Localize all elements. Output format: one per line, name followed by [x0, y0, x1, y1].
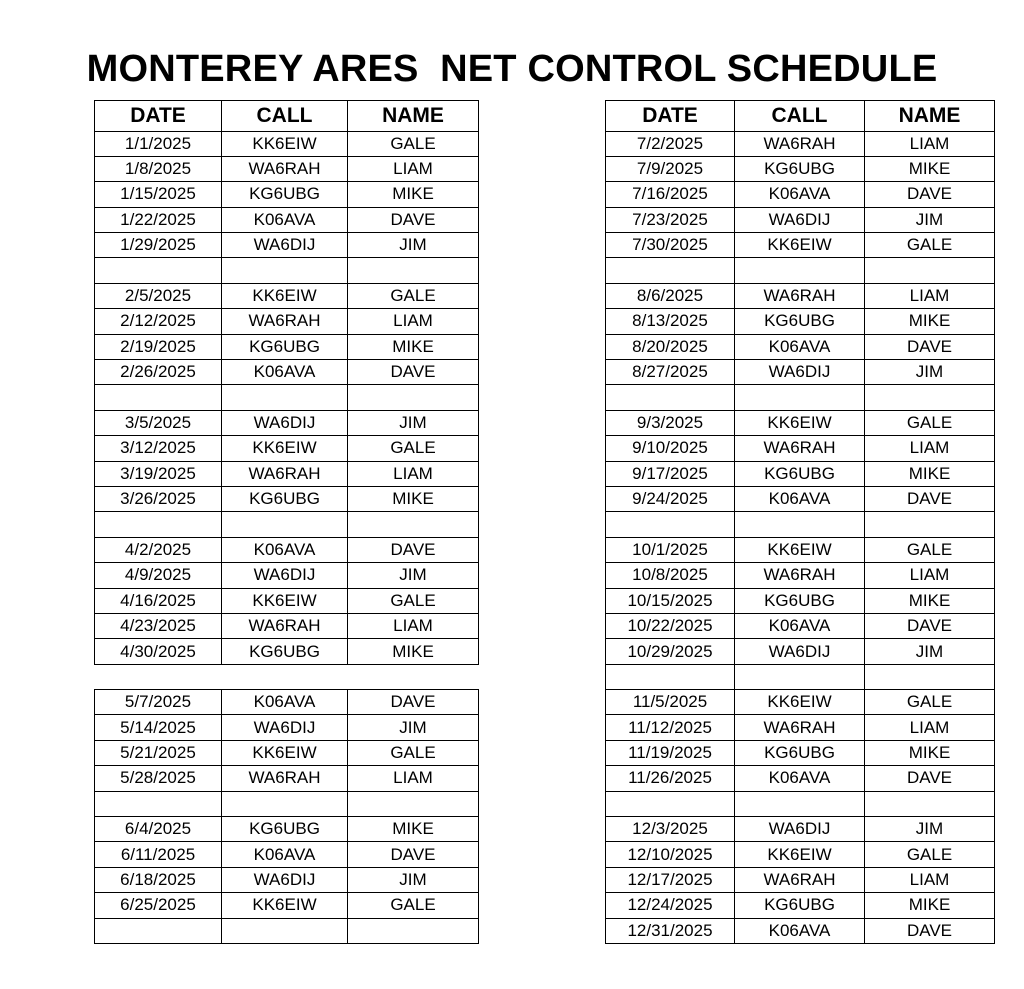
call-cell: KG6UBG — [222, 334, 348, 359]
call-cell: KG6UBG — [735, 893, 865, 918]
date-header: DATE — [606, 101, 735, 132]
table-row — [606, 131, 995, 156]
spacer-row — [95, 512, 479, 537]
date-cell: 5/21/2025 — [95, 740, 222, 765]
call-cell: KK6EIW — [735, 842, 865, 867]
name-cell: GALE — [865, 842, 995, 867]
name-cell: JIM — [348, 867, 479, 892]
date-cell: 2/12/2025 — [95, 309, 222, 334]
date-cell: 3/19/2025 — [95, 461, 222, 486]
name-cell — [348, 791, 479, 816]
table-row — [606, 715, 995, 740]
table-row — [95, 842, 479, 867]
call-cell: KK6EIW — [222, 893, 348, 918]
date-cell — [95, 258, 222, 283]
name-cell: MIKE — [348, 182, 479, 207]
name-cell: MIKE — [865, 461, 995, 486]
call-cell: K06AVA — [222, 537, 348, 562]
name-cell: DAVE — [348, 207, 479, 232]
date-cell — [95, 512, 222, 537]
name-cell: JIM — [865, 360, 995, 385]
right-body — [606, 131, 995, 944]
call-cell: K06AVA — [222, 360, 348, 385]
date-cell: 6/18/2025 — [95, 867, 222, 892]
spacer-row — [606, 664, 995, 689]
call-cell — [222, 385, 348, 410]
date-cell: 2/26/2025 — [95, 360, 222, 385]
call-cell: WA6DIJ — [222, 867, 348, 892]
call-cell: WA6RAH — [222, 461, 348, 486]
call-cell: K06AVA — [735, 766, 865, 791]
table-row — [606, 233, 995, 258]
date-cell: 5/7/2025 — [95, 690, 222, 715]
name-cell: DAVE — [348, 690, 479, 715]
table-row — [606, 537, 995, 562]
call-cell: KG6UBG — [735, 588, 865, 613]
table-row — [606, 613, 995, 638]
call-cell — [735, 664, 865, 689]
call-cell: WA6RAH — [222, 156, 348, 181]
table-row — [606, 360, 995, 385]
call-cell: KG6UBG — [222, 817, 348, 842]
schedule-table-left — [94, 100, 479, 944]
table-row — [606, 410, 995, 435]
date-cell: 1/29/2025 — [95, 233, 222, 258]
call-cell: WA6RAH — [222, 613, 348, 638]
call-cell: WA6RAH — [735, 867, 865, 892]
date-cell: 5/14/2025 — [95, 715, 222, 740]
call-cell: KK6EIW — [735, 690, 865, 715]
call-cell — [735, 385, 865, 410]
name-cell: DAVE — [348, 360, 479, 385]
call-cell: KK6EIW — [735, 537, 865, 562]
table-row — [95, 867, 479, 892]
name-cell: LIAM — [865, 436, 995, 461]
name-cell — [865, 258, 995, 283]
call-cell: K06AVA — [735, 486, 865, 511]
name-cell — [348, 385, 479, 410]
call-cell — [222, 664, 348, 689]
name-cell: DAVE — [865, 486, 995, 511]
date-cell: 1/1/2025 — [95, 131, 222, 156]
name-header: NAME — [865, 101, 995, 132]
call-cell: WA6RAH — [735, 436, 865, 461]
date-cell: 10/1/2025 — [606, 537, 735, 562]
date-cell: 4/23/2025 — [95, 613, 222, 638]
header-row — [606, 101, 995, 132]
call-cell: WA6DIJ — [222, 563, 348, 588]
spacer-row — [606, 385, 995, 410]
name-cell: JIM — [865, 639, 995, 664]
call-cell: KK6EIW — [222, 131, 348, 156]
name-cell: JIM — [348, 715, 479, 740]
date-cell: 9/10/2025 — [606, 436, 735, 461]
date-cell — [95, 664, 222, 689]
call-cell: KG6UBG — [735, 309, 865, 334]
table-row — [606, 436, 995, 461]
call-cell: KK6EIW — [222, 740, 348, 765]
date-cell: 8/20/2025 — [606, 334, 735, 359]
name-cell: GALE — [865, 233, 995, 258]
call-cell: KK6EIW — [222, 588, 348, 613]
name-cell — [348, 918, 479, 943]
date-cell: 6/25/2025 — [95, 893, 222, 918]
name-cell: JIM — [865, 817, 995, 842]
table-row — [95, 639, 479, 664]
call-cell — [222, 918, 348, 943]
table-row — [606, 740, 995, 765]
date-cell: 10/29/2025 — [606, 639, 735, 664]
table-row — [95, 588, 479, 613]
date-cell: 4/16/2025 — [95, 588, 222, 613]
table-row — [606, 156, 995, 181]
name-cell: MIKE — [348, 817, 479, 842]
table-row — [606, 283, 995, 308]
name-cell: LIAM — [348, 461, 479, 486]
table-row — [606, 563, 995, 588]
call-cell: WA6RAH — [735, 131, 865, 156]
table-row — [95, 156, 479, 181]
name-cell: LIAM — [865, 715, 995, 740]
date-cell — [606, 258, 735, 283]
date-cell: 10/8/2025 — [606, 563, 735, 588]
page-title: MONTEREY ARES NET CONTROL SCHEDULE — [86, 48, 938, 90]
date-cell: 3/5/2025 — [95, 410, 222, 435]
date-cell: 10/22/2025 — [606, 613, 735, 638]
date-cell: 8/6/2025 — [606, 283, 735, 308]
left-body — [95, 131, 479, 944]
name-cell: MIKE — [348, 334, 479, 359]
date-cell: 12/31/2025 — [606, 918, 735, 943]
date-cell: 2/5/2025 — [95, 283, 222, 308]
table-row — [95, 182, 479, 207]
name-cell — [865, 385, 995, 410]
call-cell: WA6DIJ — [735, 207, 865, 232]
name-cell: GALE — [865, 537, 995, 562]
schedule-table-right — [605, 100, 995, 944]
call-cell: KG6UBG — [222, 182, 348, 207]
name-cell: MIKE — [865, 309, 995, 334]
call-cell: WA6DIJ — [222, 410, 348, 435]
date-cell: 9/24/2025 — [606, 486, 735, 511]
table-row — [606, 207, 995, 232]
name-cell: GALE — [348, 131, 479, 156]
call-cell: WA6RAH — [222, 309, 348, 334]
name-cell: GALE — [348, 283, 479, 308]
name-cell: DAVE — [865, 766, 995, 791]
table-row — [606, 690, 995, 715]
name-cell: MIKE — [865, 893, 995, 918]
date-cell: 11/19/2025 — [606, 740, 735, 765]
call-cell: KK6EIW — [222, 283, 348, 308]
table-row — [95, 233, 479, 258]
name-cell — [348, 664, 479, 689]
table-row — [95, 766, 479, 791]
name-cell — [865, 791, 995, 816]
date-cell: 1/8/2025 — [95, 156, 222, 181]
spacer-row — [95, 258, 479, 283]
date-cell: 6/4/2025 — [95, 817, 222, 842]
table-row — [606, 918, 995, 943]
call-cell: WA6RAH — [222, 766, 348, 791]
name-cell: GALE — [865, 690, 995, 715]
call-cell: K06AVA — [735, 918, 865, 943]
name-cell: LIAM — [865, 131, 995, 156]
name-header: NAME — [348, 101, 479, 132]
table-row — [95, 207, 479, 232]
call-cell — [222, 512, 348, 537]
date-cell: 7/16/2025 — [606, 182, 735, 207]
name-cell — [348, 258, 479, 283]
call-header: CALL — [735, 101, 865, 132]
table-row — [95, 690, 479, 715]
spacer-row — [95, 791, 479, 816]
call-cell: K06AVA — [735, 182, 865, 207]
date-cell: 1/15/2025 — [95, 182, 222, 207]
table-row — [95, 461, 479, 486]
call-cell: KG6UBG — [222, 639, 348, 664]
call-cell: K06AVA — [735, 334, 865, 359]
name-cell: GALE — [348, 588, 479, 613]
date-cell: 7/2/2025 — [606, 131, 735, 156]
date-cell: 12/17/2025 — [606, 867, 735, 892]
name-cell: LIAM — [348, 766, 479, 791]
date-cell — [606, 791, 735, 816]
date-cell: 9/17/2025 — [606, 461, 735, 486]
date-cell: 4/9/2025 — [95, 563, 222, 588]
call-cell: KG6UBG — [735, 740, 865, 765]
date-cell: 3/26/2025 — [95, 486, 222, 511]
call-cell: KK6EIW — [735, 410, 865, 435]
header-row — [95, 101, 479, 132]
table-row — [606, 842, 995, 867]
name-cell: MIKE — [865, 588, 995, 613]
date-cell: 4/30/2025 — [95, 639, 222, 664]
name-cell: GALE — [348, 893, 479, 918]
call-cell: K06AVA — [222, 690, 348, 715]
name-cell: MIKE — [348, 639, 479, 664]
name-cell: DAVE — [865, 334, 995, 359]
date-cell — [95, 791, 222, 816]
name-cell: JIM — [348, 563, 479, 588]
call-cell: K06AVA — [735, 613, 865, 638]
table-row — [95, 360, 479, 385]
call-cell — [735, 512, 865, 537]
table-row — [606, 817, 995, 842]
table-row — [606, 309, 995, 334]
spacer-row — [95, 664, 479, 689]
call-cell: WA6RAH — [735, 283, 865, 308]
date-cell: 12/10/2025 — [606, 842, 735, 867]
name-cell: LIAM — [348, 156, 479, 181]
name-cell: LIAM — [865, 867, 995, 892]
name-cell: DAVE — [865, 182, 995, 207]
table-row — [95, 563, 479, 588]
spacer-row — [95, 385, 479, 410]
date-cell: 9/3/2025 — [606, 410, 735, 435]
name-cell — [865, 512, 995, 537]
call-cell: WA6DIJ — [735, 817, 865, 842]
call-cell: WA6RAH — [735, 715, 865, 740]
table-row — [95, 283, 479, 308]
table-row — [95, 613, 479, 638]
call-cell: KG6UBG — [222, 486, 348, 511]
date-cell: 2/19/2025 — [95, 334, 222, 359]
date-cell: 4/2/2025 — [95, 537, 222, 562]
date-cell: 12/24/2025 — [606, 893, 735, 918]
call-cell: KK6EIW — [222, 436, 348, 461]
table-row — [95, 740, 479, 765]
call-cell — [222, 258, 348, 283]
name-cell: LIAM — [865, 563, 995, 588]
date-cell — [606, 512, 735, 537]
name-cell — [348, 512, 479, 537]
table-row — [95, 537, 479, 562]
call-cell: KK6EIW — [735, 233, 865, 258]
date-cell: 5/28/2025 — [95, 766, 222, 791]
date-cell — [606, 664, 735, 689]
date-cell — [606, 385, 735, 410]
call-cell: KG6UBG — [735, 156, 865, 181]
call-cell: K06AVA — [222, 842, 348, 867]
table-row — [95, 486, 479, 511]
date-cell: 1/22/2025 — [95, 207, 222, 232]
date-cell: 6/11/2025 — [95, 842, 222, 867]
table-row — [606, 486, 995, 511]
name-cell: LIAM — [348, 613, 479, 638]
date-header: DATE — [95, 101, 222, 132]
call-cell: WA6DIJ — [222, 233, 348, 258]
name-cell — [865, 664, 995, 689]
spacer-row — [606, 512, 995, 537]
call-header: CALL — [222, 101, 348, 132]
call-cell: K06AVA — [222, 207, 348, 232]
name-cell: DAVE — [348, 537, 479, 562]
call-cell — [735, 791, 865, 816]
name-cell: GALE — [348, 436, 479, 461]
date-cell: 11/26/2025 — [606, 766, 735, 791]
date-cell: 7/9/2025 — [606, 156, 735, 181]
date-cell: 8/13/2025 — [606, 309, 735, 334]
call-cell: WA6DIJ — [222, 715, 348, 740]
name-cell: JIM — [865, 207, 995, 232]
date-cell: 10/15/2025 — [606, 588, 735, 613]
table-row — [95, 334, 479, 359]
name-cell: LIAM — [865, 283, 995, 308]
date-cell: 3/12/2025 — [95, 436, 222, 461]
name-cell: DAVE — [865, 918, 995, 943]
spacer-row — [606, 791, 995, 816]
table-row — [606, 867, 995, 892]
table-row — [606, 334, 995, 359]
date-cell: 7/23/2025 — [606, 207, 735, 232]
name-cell: LIAM — [348, 309, 479, 334]
name-cell: GALE — [348, 740, 479, 765]
table-row — [606, 893, 995, 918]
table-row — [606, 766, 995, 791]
call-cell: WA6RAH — [735, 563, 865, 588]
name-cell: JIM — [348, 233, 479, 258]
date-cell: 12/3/2025 — [606, 817, 735, 842]
table-row — [606, 639, 995, 664]
date-cell: 11/12/2025 — [606, 715, 735, 740]
call-cell: KG6UBG — [735, 461, 865, 486]
name-cell: DAVE — [865, 613, 995, 638]
table-row — [95, 131, 479, 156]
table-row — [606, 461, 995, 486]
date-cell: 7/30/2025 — [606, 233, 735, 258]
table-row — [95, 715, 479, 740]
name-cell: JIM — [348, 410, 479, 435]
date-cell: 11/5/2025 — [606, 690, 735, 715]
table-row — [606, 182, 995, 207]
call-cell — [735, 258, 865, 283]
spacer-row — [95, 918, 479, 943]
spacer-row — [606, 258, 995, 283]
name-cell: GALE — [865, 410, 995, 435]
name-cell: DAVE — [348, 842, 479, 867]
date-cell: 8/27/2025 — [606, 360, 735, 385]
call-cell: WA6DIJ — [735, 360, 865, 385]
name-cell: MIKE — [348, 486, 479, 511]
call-cell: WA6DIJ — [735, 639, 865, 664]
table-row — [95, 309, 479, 334]
name-cell: MIKE — [865, 740, 995, 765]
table-row — [95, 436, 479, 461]
table-row — [95, 817, 479, 842]
date-cell — [95, 385, 222, 410]
table-row — [95, 893, 479, 918]
call-cell — [222, 791, 348, 816]
table-row — [95, 410, 479, 435]
date-cell — [95, 918, 222, 943]
name-cell: MIKE — [865, 156, 995, 181]
table-row — [606, 588, 995, 613]
